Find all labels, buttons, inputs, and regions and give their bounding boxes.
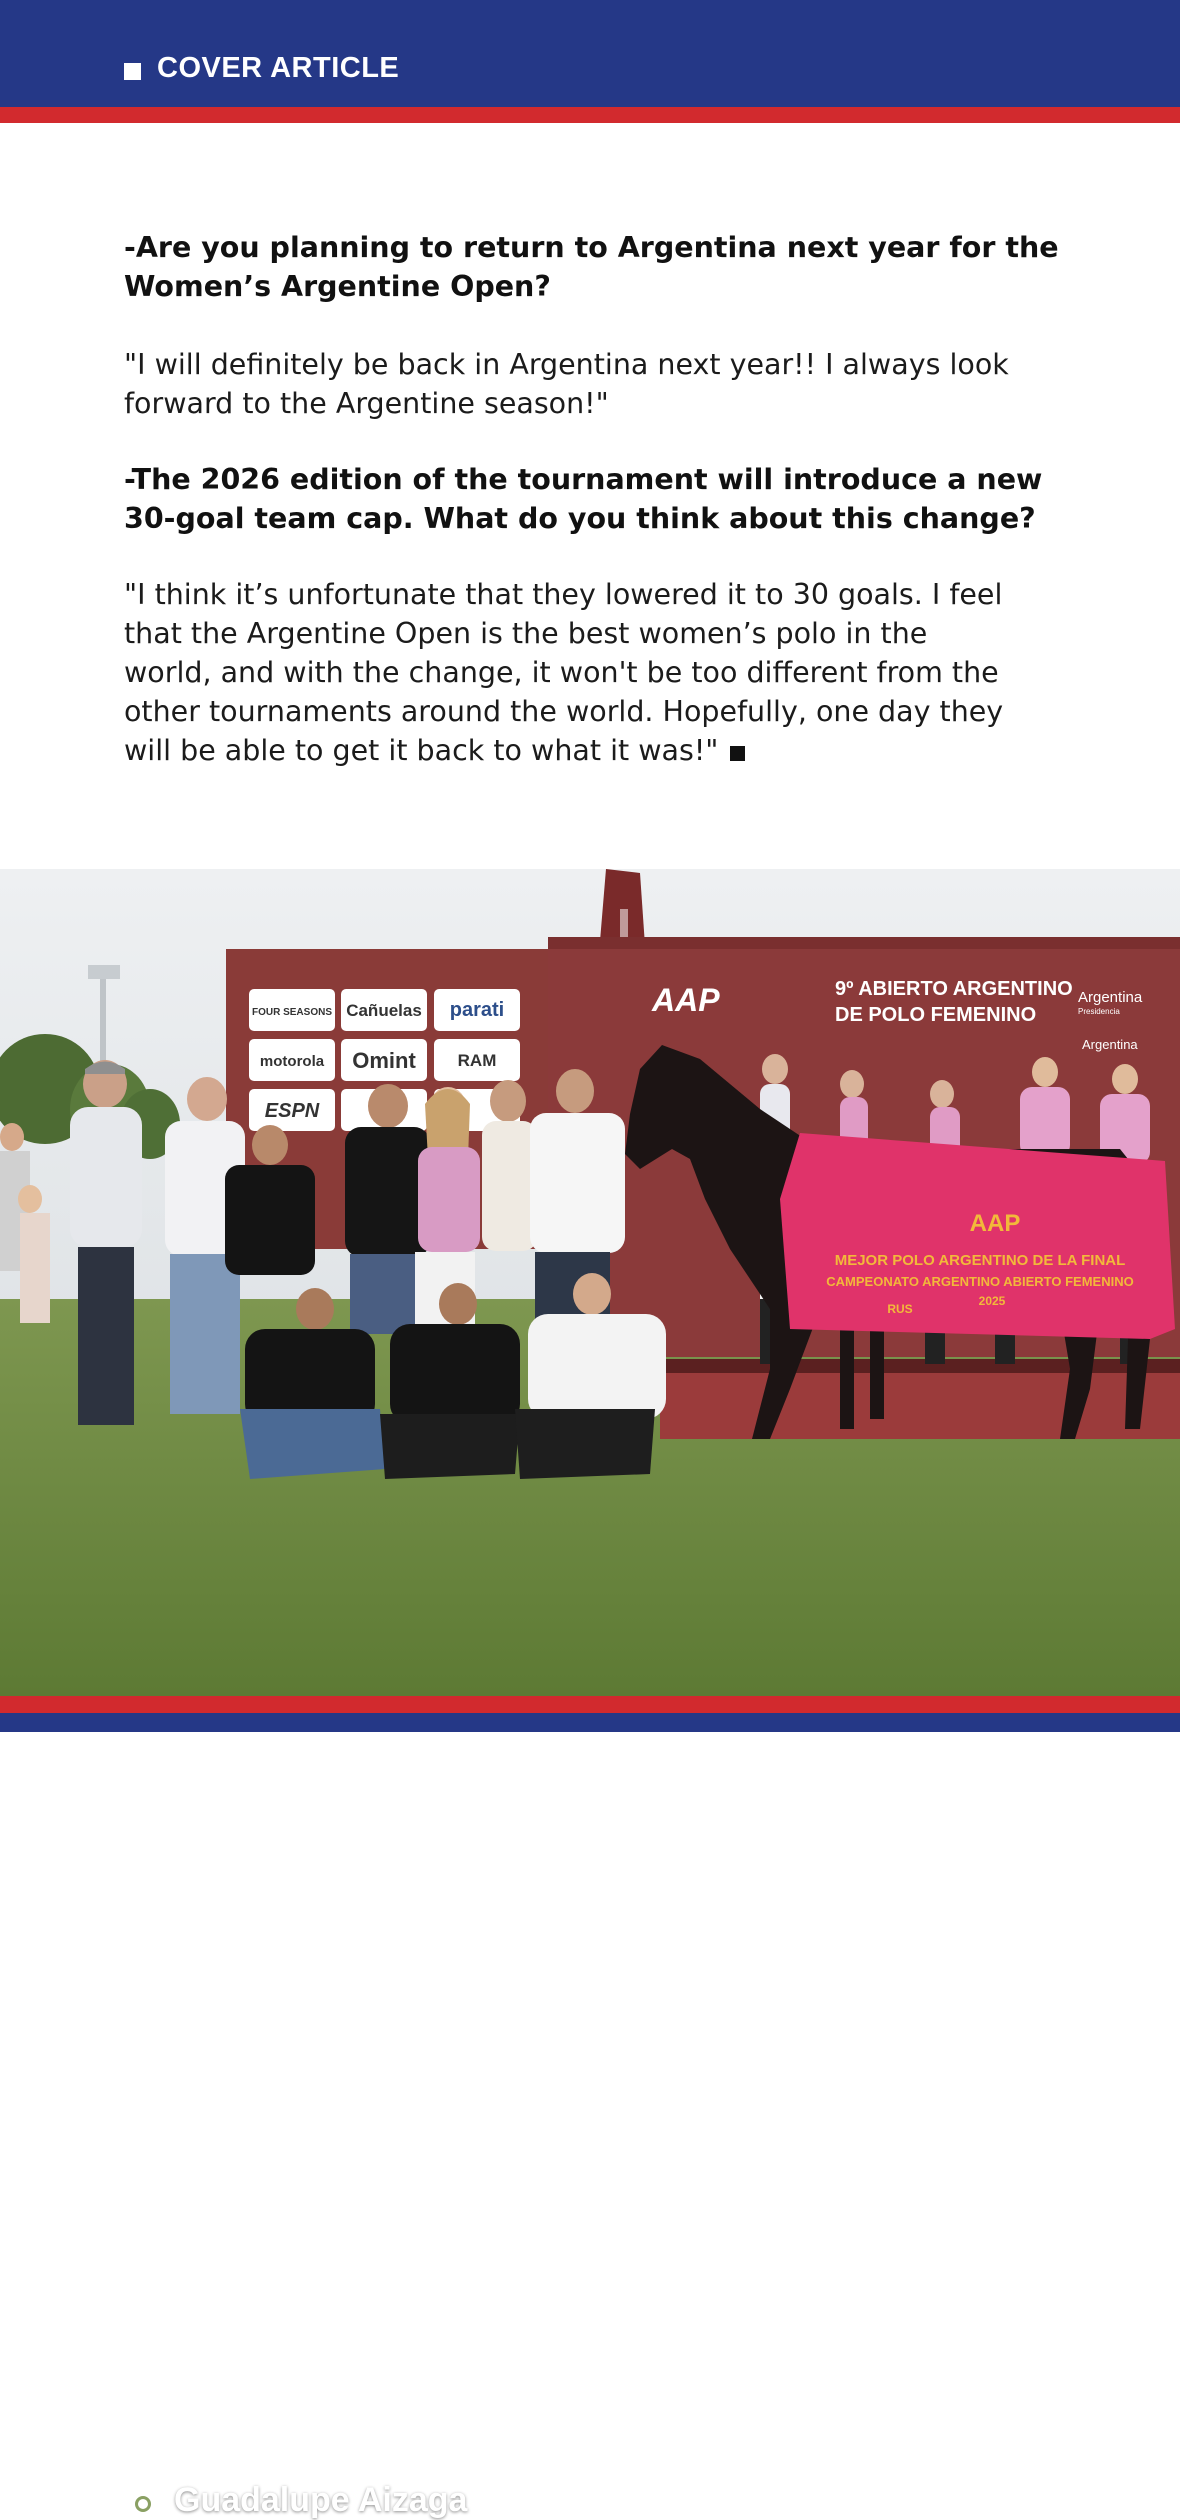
blanket-line-1: MEJOR POLO ARGENTINO DE LA FINAL bbox=[834, 1252, 1126, 1269]
question-1 bbox=[124, 228, 1084, 306]
footer-bar bbox=[0, 1713, 1180, 1732]
answer-1-line-2: forward to the Argentine season!" bbox=[124, 387, 609, 420]
sponsor-omint: Omint bbox=[352, 1048, 416, 1073]
answer-2-line-3: world, and with the change, it won't be too different from the bbox=[124, 656, 999, 689]
answer-2-line-1: "I think it’s unfortunate that they lowered it to 30 goals. I feel bbox=[124, 578, 1003, 611]
question-2-line-1: -The 2026 edition of the tournament will introduce a new bbox=[124, 463, 1043, 496]
cover-photo bbox=[0, 869, 1180, 2519]
end-mark-square bbox=[730, 746, 745, 761]
question-2 bbox=[124, 460, 1084, 538]
blanket-aap-logo: AAP bbox=[969, 1210, 1021, 1237]
sponsor-motorola: motorola bbox=[259, 1053, 325, 1070]
backdrop-gov-2: Argentina bbox=[1082, 1037, 1138, 1052]
backdrop-title-line-2: DE POLO FEMENINO bbox=[835, 1004, 1037, 1026]
answer-1 bbox=[124, 345, 1084, 423]
sponsor-espn: ESPN bbox=[264, 1100, 320, 1122]
question-1-line-1: -Are you planning to return to Argentina next year for the bbox=[124, 231, 1059, 264]
backdrop-gov-1-sub: Presidencia bbox=[1078, 1007, 1120, 1016]
footer-red-stripe bbox=[0, 1696, 1180, 1713]
answer-2-line-2: that the Argentine Open is the best women’s polo in the bbox=[124, 617, 928, 650]
blanket-sponsor: RUS bbox=[887, 1302, 913, 1316]
camera-icon bbox=[120, 2485, 162, 2517]
answer-2 bbox=[124, 575, 1084, 770]
blanket-year: 2025 bbox=[978, 1294, 1006, 1308]
blanket-line-2: CAMPEONATO ARGENTINO ABIERTO FEMENINO bbox=[826, 1274, 1134, 1289]
sponsor-ram: RAM bbox=[457, 1051, 497, 1070]
question-1-line-2: Women’s Argentine Open? bbox=[124, 270, 551, 303]
photo-credit bbox=[120, 2481, 467, 2520]
answer-1-line-1: "I will definitely be back in Argentina next year!! I always look bbox=[124, 348, 1009, 381]
photographer-name: Guadalupe Aizaga bbox=[174, 2481, 468, 2519]
horse-blanket bbox=[780, 1133, 1175, 1339]
section-label: COVER ARTICLE bbox=[157, 52, 400, 84]
backdrop-aap-logo: AAP bbox=[652, 982, 720, 1018]
header-red-stripe bbox=[0, 107, 1180, 123]
sponsor-four-seasons: FOUR SEASONS bbox=[251, 1007, 333, 1018]
question-2-line-2: 30-goal team cap. What do you think about this change? bbox=[124, 502, 1036, 535]
podium-stage bbox=[660, 1369, 1180, 1439]
backdrop-gov-1: Argentina bbox=[1078, 989, 1143, 1006]
sponsor-canuelas: Cañuelas bbox=[346, 1001, 422, 1020]
section-bullet-square bbox=[124, 63, 141, 80]
article-body bbox=[124, 228, 1084, 770]
sponsor-parati: parati bbox=[449, 999, 505, 1021]
backdrop-title-line-1: 9º ABIERTO ARGENTINO bbox=[835, 978, 1073, 1000]
answer-2-line-5: will be able to get it back to what it was!" bbox=[124, 734, 719, 767]
team-crouching bbox=[240, 1273, 666, 1479]
answer-2-line-4: other tournaments around the world. Hopefully, one day they bbox=[124, 695, 1004, 728]
